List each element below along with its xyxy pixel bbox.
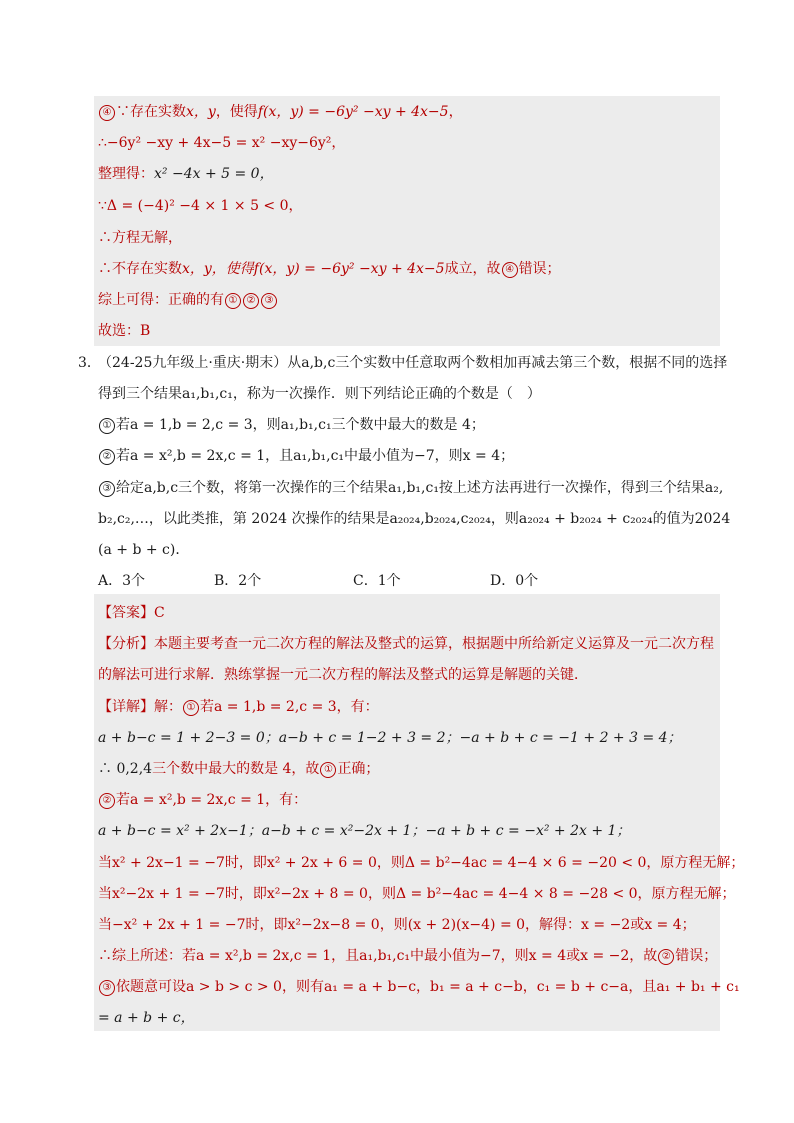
circled-four: ④: [502, 262, 518, 278]
solution-discriminant: ∵Δ = (−4)² −4 × 1 × 5 < 0，: [98, 198, 303, 214]
circled-one: ①: [225, 293, 241, 309]
circled-two: ②: [243, 293, 259, 309]
statement-3-line-3: (a + b + c)．: [98, 542, 190, 558]
statement-1: ① 若a = 1,b = 2,c = 3，则a₁,b₁,c₁三个数中最大的数是 4；: [98, 415, 485, 435]
question-stem-line-1: （24-25九年级上·重庆·期末）从a,b,c三个实数中任意取两个数相加再减去第三个数，根据不同的选择: [98, 355, 728, 371]
detail-line-3: ∴ 0,2,4三个数中最大的数是 4，故 ① 正确；: [98, 761, 380, 777]
detail-line-11: = a + b + c，: [98, 1010, 195, 1026]
detail-line-8: 当−x² + 2x + 1 = −7时，即x²−2x−8 = 0，则(x + 2)(x−4) = 0，解得：x = −2或x = 4；: [98, 917, 696, 933]
statement-2: ② 若a = x²,b = 2x,c = 1，且a₁,b₁,c₁中最小值为−7，则x = 4；: [98, 446, 514, 466]
detail-line-7: 当x²−2x + 1 = −7时，即x²−2x + 8 = 0，则Δ = b²−4ac = 4−4 × 8 = −28 < 0，原方程无解；: [98, 886, 736, 902]
solution-choice: 故选：B: [98, 323, 151, 339]
detail-line-6: 当x² + 2x−1 = −7时，即x² + 2x + 6 = 0，则Δ = b²−4ac = 4−4 × 6 = −20 < 0，原方程无解；: [98, 855, 745, 871]
option-c[interactable]: C．1个: [353, 573, 401, 589]
solution-line-4: ④ ∵存在实数x，y，使得f(x，y) = −6y² −xy + 4x−5，: [98, 102, 463, 122]
circled-one: ①: [183, 700, 199, 716]
analysis-line-1: 【分析】本题主要考查一元二次方程的解法及整式的运算，根据题中所给新定义运算及一元二次方程: [98, 636, 714, 652]
detail-line-5: a + b−c = x² + 2x−1；a−b + c = x²−2x + 1；−a + b + c = −x² + 2x + 1；: [98, 823, 631, 839]
option-a[interactable]: A．3个: [98, 573, 146, 589]
circled-four: ④: [99, 105, 115, 121]
circled-one: ①: [320, 762, 336, 778]
circled-one: ①: [99, 418, 115, 434]
circled-three: ③: [261, 293, 277, 309]
question-number: 3．: [78, 355, 101, 371]
solution-equation: ∴−6y² −xy + 4x−5 = x² −xy−6y²，: [98, 135, 346, 151]
solution-summary: 综上可得：正确的有 ① ② ③: [98, 290, 278, 310]
statement-3-line-2: b₂,c₂,…，以此类推，第 2024 次操作的结果是a₂₀₂₄,b₂₀₂₄,c₂₀₂₄，则a₂₀₂₄ + b₂₀₂₄ + c₂₀₂₄的值为2024: [98, 511, 731, 527]
solution-simplify: 整理得：x² −4x + 5 = 0，: [98, 166, 274, 182]
detail-line-1: 【详解】解： ① 若a = 1,b = 2,c = 3，有：: [98, 699, 379, 715]
option-d[interactable]: D．0个: [490, 573, 539, 589]
circled-two: ②: [658, 949, 674, 965]
solution-conclusion-4: ∴不存在实数x，y，使得f(x，y) = −6y² −xy + 4x−5成立，故 ④ 错误；: [98, 261, 561, 277]
circled-three: ③: [99, 980, 115, 996]
detail-line-10: ③ 依题意可设a > b > c > 0，则有a₁ = a + b−c，b₁ = a + c−b，c₁ = b + c−a，且a₁ + b₁ + c₁: [98, 977, 740, 997]
analysis-line-2: 的解法可进行求解．熟练掌握一元二次方程的解法及整式的运算是解题的关键．: [98, 667, 588, 683]
statement-3-line-1: ③ 给定a,b,c三个数，将第一次操作的三个结果a₁,b₁,c₁按上述方法再进行一次操作，得到三个结果a₂,: [98, 478, 723, 498]
detail-line-9: ∴综上所述：若a = x²,b = 2x,c = 1，且a₁,b₁,c₁中最小值为−7，则x = 4或x = −2，故 ② 错误；: [98, 948, 718, 964]
solution-no-root: ∴方程无解，: [98, 230, 182, 246]
detail-line-4: ② 若a = x²,b = 2x,c = 1，有：: [98, 790, 307, 810]
circled-two: ②: [99, 793, 115, 809]
option-b[interactable]: B．2个: [214, 573, 262, 589]
answer-line: 【答案】C: [98, 605, 165, 621]
circled-three: ③: [99, 481, 115, 497]
question-stem-line-2: 得到三个结果a₁,b₁,c₁，称为一次操作．则下列结论正确的个数是（ ）: [98, 386, 541, 402]
detail-line-2: a + b−c = 1 + 2−3 = 0；a−b + c = 1−2 + 3 = 2；−a + b + c = −1 + 2 + 3 = 4；: [98, 730, 682, 746]
circled-two: ②: [99, 449, 115, 465]
